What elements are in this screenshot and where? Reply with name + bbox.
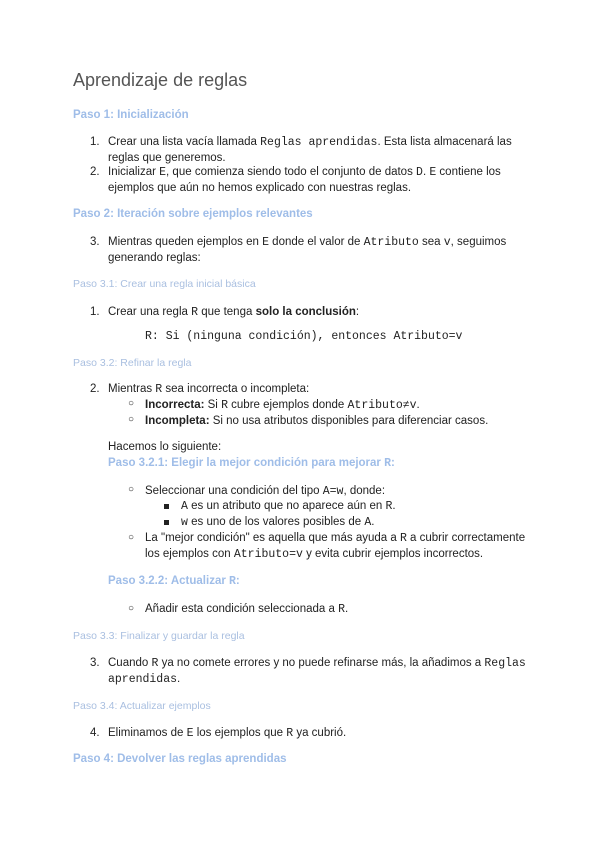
step31-item: Crear una regla R que tenga solo la conclusión: bbox=[108, 306, 360, 319]
step33-item: Cuando R ya no comete errores y no puede refinarse más, la añadimos a Reglas bbox=[108, 657, 526, 670]
hollow-bullet-icon: ○ bbox=[128, 532, 135, 543]
hollow-bullet-icon: ○ bbox=[128, 414, 135, 425]
step32-item: Mientras R sea incorrecta o incompleta: bbox=[108, 383, 310, 396]
step322-bullet1: Añadir esta condición seleccionada a R. bbox=[145, 603, 349, 616]
list-number: 1. bbox=[90, 136, 100, 148]
step322-heading: Paso 3.2.2: Actualizar R: bbox=[108, 575, 240, 588]
list-number: 3. bbox=[90, 236, 100, 248]
list-number: 4. bbox=[90, 727, 100, 739]
step32-sub2: Incompleta: Si no usa atributos disponibles para diferenciar casos. bbox=[145, 415, 489, 427]
step31-heading: Paso 3.1: Crear una regla inicial básica bbox=[73, 278, 256, 290]
hollow-bullet-icon: ○ bbox=[128, 484, 135, 495]
step2-heading: Paso 2: Iteración sobre ejemplos relevantes bbox=[73, 208, 313, 220]
step2-item3: Mientras queden ejemplos en E donde el valor de Atributo sea v, seguimos bbox=[108, 236, 507, 249]
step33-heading: Paso 3.3: Finalizar y guardar la regla bbox=[73, 630, 245, 642]
step1-item2: Inicializar E, que comienza siendo todo el conjunto de datos D. E contiene los bbox=[108, 166, 501, 179]
step34-heading: Paso 3.4: Actualizar ejemplos bbox=[73, 700, 211, 712]
square-bullet-icon bbox=[164, 520, 169, 525]
step1-item2-line2: ejemplos que aún no hemos explicado con nuestras reglas. bbox=[108, 182, 412, 194]
step33-item-line2: aprendidas. bbox=[108, 673, 181, 686]
step2-item3-line2: generando reglas: bbox=[108, 252, 201, 264]
page-title: Aprendizaje de reglas bbox=[73, 70, 248, 90]
hacemos-text: Hacemos lo siguiente: bbox=[108, 441, 222, 453]
rule-code-block: R: Si (ninguna condición), entonces Atributo=v bbox=[145, 330, 463, 343]
step321-bullet1: Seleccionar una condición del tipo A=w, donde: bbox=[145, 485, 386, 498]
step1-item1-line2: reglas que generemos. bbox=[108, 152, 226, 164]
list-number: 1. bbox=[90, 306, 100, 318]
step34-item: Eliminamos de E los ejemplos que R ya cubrió. bbox=[108, 727, 347, 740]
list-number: 3. bbox=[90, 657, 100, 669]
step1-heading: Paso 1: Inicialización bbox=[73, 109, 189, 121]
list-number: 2. bbox=[90, 383, 100, 395]
hollow-bullet-icon: ○ bbox=[128, 398, 135, 409]
step321-heading: Paso 3.2.1: Elegir la mejor condición para mejorar R: bbox=[108, 457, 395, 470]
hollow-bullet-icon: ○ bbox=[128, 603, 135, 614]
step1-item1: Crear una lista vacía llamada Reglas aprendidas. Esta lista almacenará las bbox=[108, 136, 512, 149]
square-bullet-icon bbox=[164, 504, 169, 509]
list-number: 2. bbox=[90, 166, 100, 178]
step321-bullet2-line2: los ejemplos con Atributo=v y evita cubrir ejemplos incorrectos. bbox=[145, 548, 484, 561]
step4-heading: Paso 4: Devolver las reglas aprendidas bbox=[73, 753, 287, 765]
step32-heading: Paso 3.2: Refinar la regla bbox=[73, 357, 192, 369]
step321-sub1: A es un atributo que no aparece aún en R. bbox=[181, 500, 396, 513]
step321-bullet2: La "mejor condición" es aquella que más ayuda a R a cubrir correctamente bbox=[145, 532, 526, 545]
step321-sub2: w es uno de los valores posibles de A. bbox=[181, 516, 375, 529]
step32-sub1: Incorrecta: Si R cubre ejemplos donde Atributo≠v. bbox=[145, 399, 420, 412]
